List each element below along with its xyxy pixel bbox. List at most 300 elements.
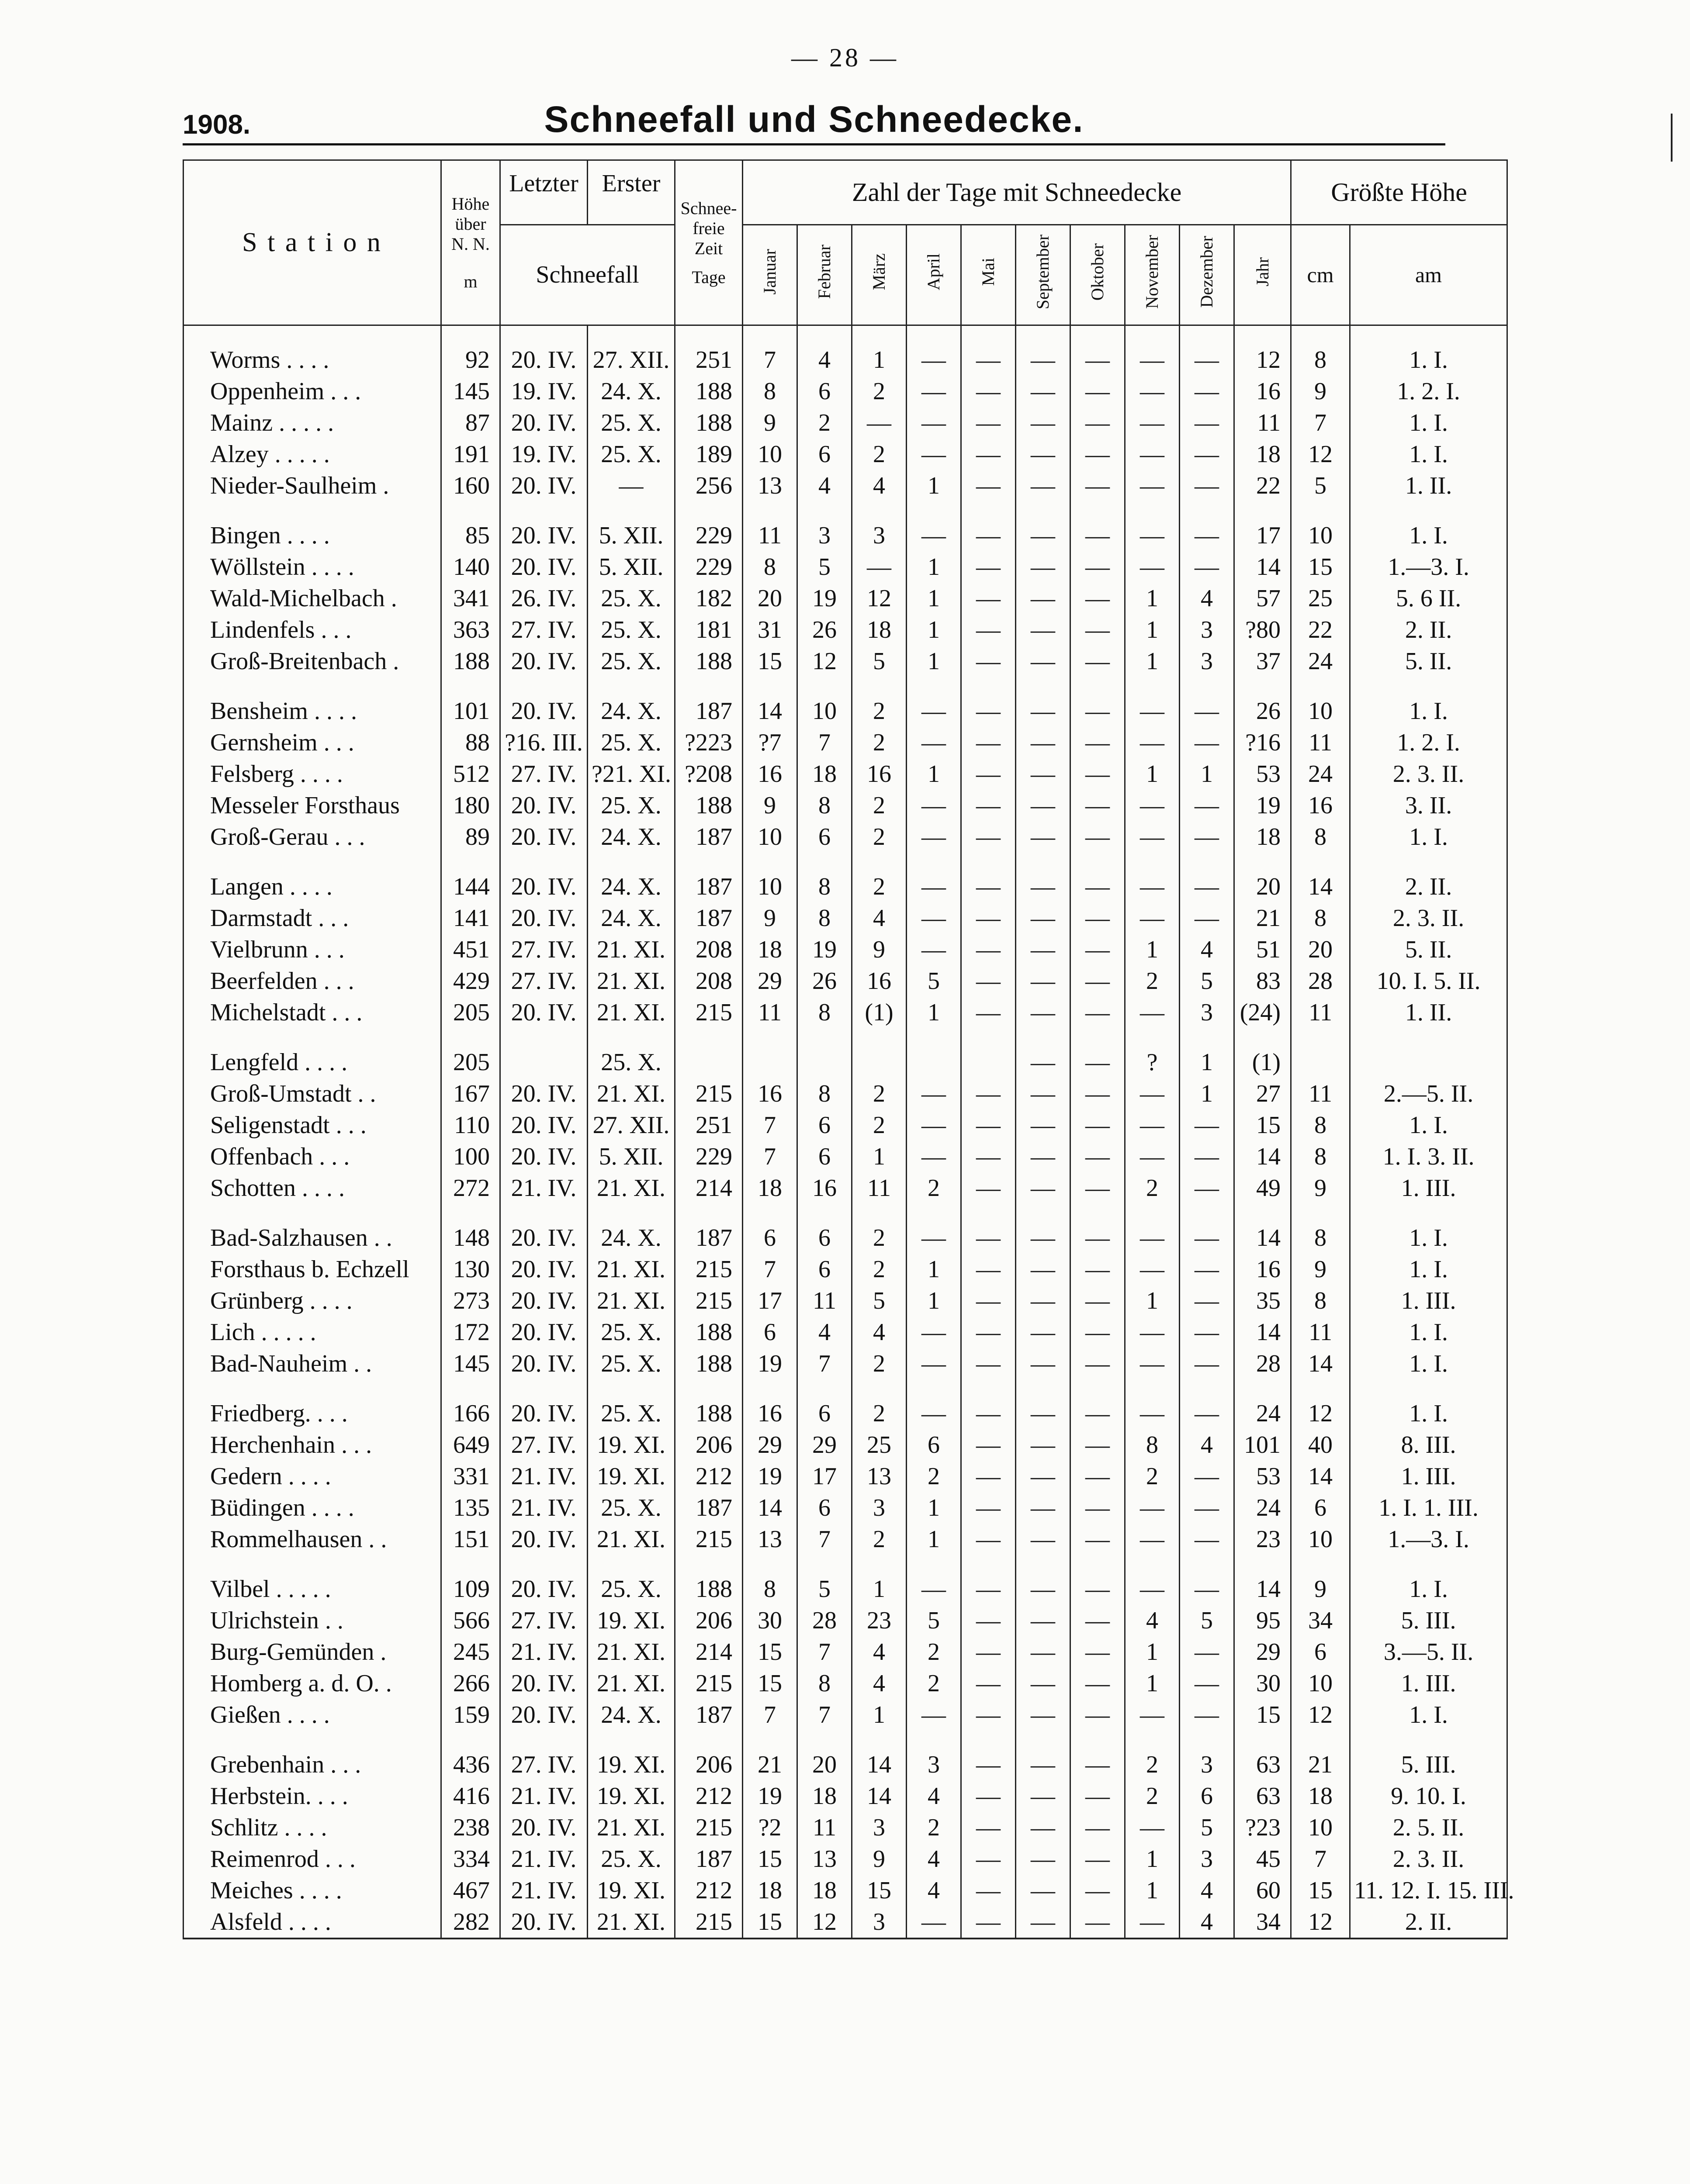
september-cell: — — [1016, 1109, 1070, 1141]
dezember-cell: 3 — [1180, 997, 1234, 1028]
maerz-cell: 9 — [852, 1843, 907, 1875]
november-cell: — — [1125, 1141, 1180, 1172]
groesste-hoehe-am-cell: 3.—5. II. — [1350, 1636, 1507, 1668]
station-header-label: S t a t i o n — [242, 227, 382, 257]
dezember-cell: 1 — [1180, 758, 1234, 790]
station-cell: Oppenheim . . . — [184, 376, 441, 407]
letzter-schneefall-cell: 20. IV. — [500, 871, 588, 902]
letzter-schneefall-cell: 27. IV. — [500, 934, 588, 965]
spacer-cell — [1180, 1379, 1234, 1398]
dezember-cell: — — [1180, 1492, 1234, 1524]
spacer-cell — [1070, 1555, 1125, 1573]
groesste-hoehe-am-cell: 1. I. — [1350, 1699, 1507, 1731]
spacer-cell — [588, 1731, 675, 1749]
september-cell: — — [1016, 1461, 1070, 1492]
maerz-cell: 4 — [852, 1668, 907, 1699]
station-cell: Groß-Gerau . . . — [184, 821, 441, 853]
schneefreie-zeit-cell: 215 — [675, 1078, 743, 1109]
hoehe-cell: 110 — [441, 1109, 500, 1141]
erster-schneefall-cell: 25. X. — [588, 1492, 675, 1524]
maerz-cell: 2 — [852, 1254, 907, 1285]
spacer-cell — [1291, 501, 1350, 520]
februar-cell: 26 — [797, 614, 852, 646]
oktober-cell: — — [1070, 1078, 1125, 1109]
groesste-hoehe-cm-cell: 10 — [1291, 520, 1350, 551]
group-spacer — [184, 1555, 1507, 1573]
mai-cell: — — [961, 1780, 1016, 1812]
table-row — [184, 470, 1507, 501]
table-row — [184, 1141, 1507, 1172]
spacer-cell — [1070, 1731, 1125, 1749]
november-cell: 1 — [1125, 1636, 1180, 1668]
erster-schneefall-cell: — — [588, 470, 675, 501]
oktober-cell: — — [1070, 551, 1125, 583]
spacer-cell — [1234, 677, 1291, 695]
groesste-hoehe-am-cell: 1. I. — [1350, 344, 1507, 376]
letzter-schneefall-cell: 20. IV. — [500, 695, 588, 727]
dezember-cell: — — [1180, 520, 1234, 551]
april-cell: 4 — [907, 1875, 961, 1906]
spacer-cell — [961, 677, 1016, 695]
groesste-hoehe-cm-cell: 11 — [1291, 1317, 1350, 1348]
station-cell: Wöllstein . . . . — [184, 551, 441, 583]
month-november-label: November — [1142, 235, 1162, 309]
april-cell: 1 — [907, 1492, 961, 1524]
januar-cell: 15 — [743, 1636, 797, 1668]
station-cell: Büdingen . . . . — [184, 1492, 441, 1524]
station-cell: Worms . . . . — [184, 344, 441, 376]
spacer-cell — [1016, 853, 1070, 871]
hoehe-cell: 272 — [441, 1172, 500, 1204]
dezember-cell: 4 — [1180, 934, 1234, 965]
letzter-header: Letzter — [500, 160, 588, 225]
maerz-cell: 23 — [852, 1605, 907, 1636]
letzter-schneefall-cell: 20. IV. — [500, 1285, 588, 1317]
station-cell: Herbstein. . . . — [184, 1780, 441, 1812]
spacer-cell — [184, 1028, 441, 1047]
month-januar-label: Januar — [760, 249, 779, 295]
mai-cell: — — [961, 1524, 1016, 1555]
november-cell: — — [1125, 1812, 1180, 1843]
snow-table — [183, 159, 1514, 1939]
erster-schneefall-cell: 25. X. — [588, 407, 675, 439]
september-cell: — — [1016, 1222, 1070, 1254]
spacer-cell — [1016, 677, 1070, 695]
letzter-schneefall-cell: 20. IV. — [500, 1573, 588, 1605]
april-cell: — — [907, 821, 961, 853]
maerz-cell: 4 — [852, 1317, 907, 1348]
jahr-cell: 28 — [1234, 1348, 1291, 1379]
spacer-cell — [1234, 501, 1291, 520]
groesste-hoehe-am-cell: 1. I. — [1350, 1348, 1507, 1379]
hoehe-cell: 145 — [441, 376, 500, 407]
schneefreie-zeit-cell: 215 — [675, 997, 743, 1028]
letzter-schneefall-cell: 27. IV. — [500, 1605, 588, 1636]
hoehe-cell: 334 — [441, 1843, 500, 1875]
januar-cell: 7 — [743, 1141, 797, 1172]
mai-cell: — — [961, 1749, 1016, 1780]
groesste-hoehe-cm-cell: 14 — [1291, 871, 1350, 902]
table-row — [184, 758, 1507, 790]
station-cell: Forsthaus b. Echzell — [184, 1254, 441, 1285]
spacer-cell — [184, 1204, 441, 1222]
april-cell: — — [907, 520, 961, 551]
groesste-hoehe-header: Größte Höhe — [1291, 160, 1507, 225]
jahr-cell: 53 — [1234, 1461, 1291, 1492]
dezember-cell: — — [1180, 407, 1234, 439]
jahr-cell: 51 — [1234, 934, 1291, 965]
dezember-cell: 3 — [1180, 1843, 1234, 1875]
spacer-cell — [441, 1555, 500, 1573]
spacer-cell — [1350, 1204, 1507, 1222]
groesste-hoehe-cm-cell: 20 — [1291, 934, 1350, 965]
februar-cell: 7 — [797, 1348, 852, 1379]
dezember-cell: — — [1180, 695, 1234, 727]
januar-cell: 11 — [743, 520, 797, 551]
spacer-cell — [907, 1379, 961, 1398]
erster-schneefall-cell: 25. X. — [588, 1843, 675, 1875]
spacer-cell — [852, 1555, 907, 1573]
month-jahr — [1234, 225, 1291, 325]
groesste-hoehe-cm-cell: 8 — [1291, 1285, 1350, 1317]
spacer-cell — [500, 501, 588, 520]
table-row — [184, 934, 1507, 965]
november-cell: 1 — [1125, 614, 1180, 646]
februar-cell: 6 — [797, 1254, 852, 1285]
dezember-cell: — — [1180, 1699, 1234, 1731]
station-cell: Seligenstadt . . . — [184, 1109, 441, 1141]
table-row — [184, 1285, 1507, 1317]
maerz-cell: 25 — [852, 1429, 907, 1461]
januar-cell: 10 — [743, 821, 797, 853]
letzter-schneefall-cell: 20. IV. — [500, 1524, 588, 1555]
september-cell: — — [1016, 1398, 1070, 1429]
station-cell: Mainz . . . . . — [184, 407, 441, 439]
schneefreie-zeit-cell: 229 — [675, 520, 743, 551]
spacer-cell — [441, 1028, 500, 1047]
groesste-hoehe-am-cell: 5. II. — [1350, 646, 1507, 677]
februar-cell: 8 — [797, 1668, 852, 1699]
erster-schneefall-cell: 25. X. — [588, 727, 675, 758]
groesste-hoehe-cm-cell: 8 — [1291, 821, 1350, 853]
spacer-cell — [1350, 1379, 1507, 1398]
april-cell: 3 — [907, 1749, 961, 1780]
year-label: 1908. — [183, 110, 251, 140]
station-cell: Herchenhain . . . — [184, 1429, 441, 1461]
februar-cell: 11 — [797, 1285, 852, 1317]
spacer-cell — [743, 1731, 797, 1749]
september-cell: — — [1016, 965, 1070, 997]
spacer-cell — [184, 853, 441, 871]
hoehe-cell: 188 — [441, 646, 500, 677]
september-cell: — — [1016, 1524, 1070, 1555]
januar-cell: 19 — [743, 1348, 797, 1379]
schneefreie-zeit-cell: 214 — [675, 1636, 743, 1668]
april-cell: 1 — [907, 583, 961, 614]
spacer-cell — [852, 677, 907, 695]
groesste-hoehe-cm-cell: 6 — [1291, 1636, 1350, 1668]
schneefreie-zeit-cell: 212 — [675, 1875, 743, 1906]
table-row — [184, 1492, 1507, 1524]
spacer-cell — [441, 853, 500, 871]
spacer-cell — [1070, 1379, 1125, 1398]
februar-cell: 6 — [797, 821, 852, 853]
schneefreie-zeit-cell: 215 — [675, 1524, 743, 1555]
jahr-cell: 27 — [1234, 1078, 1291, 1109]
spacer-cell — [1070, 853, 1125, 871]
letzter-schneefall-cell: 20. IV. — [500, 470, 588, 501]
table-row — [184, 1254, 1507, 1285]
dezember-cell: — — [1180, 1317, 1234, 1348]
september-cell: — — [1016, 1699, 1070, 1731]
november-cell: — — [1125, 1078, 1180, 1109]
mai-cell: — — [961, 965, 1016, 997]
februar-cell: 18 — [797, 758, 852, 790]
station-cell: Lich . . . . . — [184, 1317, 441, 1348]
schneefreie-zeit-cell: 187 — [675, 821, 743, 853]
januar-cell — [743, 1047, 797, 1078]
jahr-cell: 21 — [1234, 902, 1291, 934]
september-cell: — — [1016, 1573, 1070, 1605]
spacer-cell — [852, 1204, 907, 1222]
jahr-cell: 14 — [1234, 1141, 1291, 1172]
groesste-hoehe-am-cell: 1. III. — [1350, 1668, 1507, 1699]
groesste-hoehe-am-cell: 1. I. — [1350, 407, 1507, 439]
jahr-cell: 18 — [1234, 821, 1291, 853]
mai-cell: — — [961, 1429, 1016, 1461]
spacer-cell — [852, 1379, 907, 1398]
november-cell: — — [1125, 376, 1180, 407]
station-cell: Bingen . . . . — [184, 520, 441, 551]
hoehe-cell: 205 — [441, 1047, 500, 1078]
table-row — [184, 695, 1507, 727]
februar-cell: 7 — [797, 1699, 852, 1731]
station-cell: Bad-Nauheim . . — [184, 1348, 441, 1379]
januar-cell: 29 — [743, 965, 797, 997]
oktober-cell: — — [1070, 965, 1125, 997]
november-cell: — — [1125, 1906, 1180, 1939]
spacer-cell — [588, 1379, 675, 1398]
november-cell: 1 — [1125, 583, 1180, 614]
september-cell: — — [1016, 902, 1070, 934]
oktober-cell: — — [1070, 1461, 1125, 1492]
letzter-schneefall-cell: 20. IV. — [500, 551, 588, 583]
erster-schneefall-cell: 21. XI. — [588, 1285, 675, 1317]
letzter-schneefall-cell: 21. IV. — [500, 1843, 588, 1875]
maerz-cell: 2 — [852, 439, 907, 470]
september-cell: — — [1016, 439, 1070, 470]
letzter-schneefall-cell: 20. IV. — [500, 902, 588, 934]
september-cell: — — [1016, 695, 1070, 727]
januar-cell: 16 — [743, 1398, 797, 1429]
september-cell: — — [1016, 1843, 1070, 1875]
schneefreie-zeit-cell: 206 — [675, 1429, 743, 1461]
november-cell: 1 — [1125, 1285, 1180, 1317]
maerz-cell: 2 — [852, 1109, 907, 1141]
schneefreie-zeit-cell: ?208 — [675, 758, 743, 790]
groesste-hoehe-cm-cell: 28 — [1291, 965, 1350, 997]
oktober-cell: — — [1070, 1348, 1125, 1379]
mai-cell: — — [961, 997, 1016, 1028]
jahr-cell: 15 — [1234, 1109, 1291, 1141]
maerz-cell: 2 — [852, 727, 907, 758]
mai-cell: — — [961, 407, 1016, 439]
erster-schneefall-cell: 21. XI. — [588, 1172, 675, 1204]
month-september — [1016, 225, 1070, 325]
month-dezember-label: Dezember — [1197, 236, 1216, 308]
april-cell: 1 — [907, 470, 961, 501]
dezember-cell: 4 — [1180, 1906, 1234, 1939]
spacer-cell — [441, 1204, 500, 1222]
schneefreie-zeit-cell: 215 — [675, 1254, 743, 1285]
april-cell: — — [907, 902, 961, 934]
table-row — [184, 520, 1507, 551]
spacer-cell — [1291, 1555, 1350, 1573]
letzter-schneefall-cell: 26. IV. — [500, 583, 588, 614]
groesste-hoehe-am-cell: 3. II. — [1350, 790, 1507, 821]
november-cell: 4 — [1125, 1605, 1180, 1636]
dezember-cell: — — [1180, 871, 1234, 902]
groesste-hoehe-cm-cell: 11 — [1291, 997, 1350, 1028]
spacer-cell — [743, 1204, 797, 1222]
groesste-hoehe-cm-cell: 34 — [1291, 1605, 1350, 1636]
mai-cell: — — [961, 821, 1016, 853]
maerz-cell: 2 — [852, 695, 907, 727]
letzter-schneefall-cell: 19. IV. — [500, 439, 588, 470]
dezember-cell: — — [1180, 1668, 1234, 1699]
mai-cell: — — [961, 1605, 1016, 1636]
dezember-cell: — — [1180, 1636, 1234, 1668]
mai-cell: — — [961, 551, 1016, 583]
oktober-cell: — — [1070, 583, 1125, 614]
hoehe-line-4: m — [464, 271, 478, 291]
november-cell: — — [1125, 821, 1180, 853]
september-cell: — — [1016, 1172, 1070, 1204]
hoehe-cell: 167 — [441, 1078, 500, 1109]
spacer-cell — [1234, 1731, 1291, 1749]
letzter-schneefall-cell: 20. IV. — [500, 997, 588, 1028]
letzter-schneefall-cell: 21. IV. — [500, 1636, 588, 1668]
spacer-cell — [500, 1379, 588, 1398]
november-cell: — — [1125, 407, 1180, 439]
april-cell: 1 — [907, 646, 961, 677]
hoehe-cell: 191 — [441, 439, 500, 470]
schneefreie-zeit-cell: 251 — [675, 1109, 743, 1141]
november-cell: — — [1125, 470, 1180, 501]
mai-cell: — — [961, 439, 1016, 470]
table-row — [184, 1573, 1507, 1605]
februar-cell: 7 — [797, 1636, 852, 1668]
april-cell: 2 — [907, 1668, 961, 1699]
letzter-schneefall-cell: 20. IV. — [500, 821, 588, 853]
hoehe-cell: 148 — [441, 1222, 500, 1254]
hoehe-cell: 135 — [441, 1492, 500, 1524]
september-cell: — — [1016, 934, 1070, 965]
erster-schneefall-cell: 21. XI. — [588, 1524, 675, 1555]
hoehe-cell: 141 — [441, 902, 500, 934]
table-row — [184, 1317, 1507, 1348]
januar-cell: 20 — [743, 583, 797, 614]
schneefreie-zeit-cell: 206 — [675, 1749, 743, 1780]
groesste-hoehe-am-cell: 5. III. — [1350, 1749, 1507, 1780]
dezember-cell: 5 — [1180, 1812, 1234, 1843]
dezember-cell: 4 — [1180, 1875, 1234, 1906]
spacer-cell — [675, 1731, 743, 1749]
spacer-cell — [1234, 853, 1291, 871]
november-cell: — — [1125, 871, 1180, 902]
maerz-cell: 2 — [852, 871, 907, 902]
schneefreie-zeit-cell: 187 — [675, 695, 743, 727]
januar-cell: 7 — [743, 1254, 797, 1285]
table-row — [184, 1429, 1507, 1461]
hoehe-cell: 130 — [441, 1254, 500, 1285]
groesste-hoehe-am-cell: 1. I. — [1350, 520, 1507, 551]
spacer-cell — [1234, 1379, 1291, 1398]
spacer-cell — [1350, 325, 1507, 345]
april-cell: — — [907, 439, 961, 470]
maerz-cell: 1 — [852, 344, 907, 376]
letzter-schneefall-cell: ?16. III. — [500, 727, 588, 758]
mai-cell: — — [961, 1109, 1016, 1141]
januar-cell: 8 — [743, 376, 797, 407]
spacer-cell — [1016, 325, 1070, 345]
februar-cell: 6 — [797, 376, 852, 407]
spacer-cell — [1016, 1731, 1070, 1749]
februar-cell: 16 — [797, 1172, 852, 1204]
november-cell: — — [1125, 1348, 1180, 1379]
maerz-cell: 2 — [852, 1078, 907, 1109]
maerz-cell: 16 — [852, 758, 907, 790]
jahr-cell: ?23 — [1234, 1812, 1291, 1843]
spacer-cell — [1234, 1028, 1291, 1047]
oktober-cell: — — [1070, 407, 1125, 439]
januar-cell: 6 — [743, 1222, 797, 1254]
station-cell: Michelstadt . . . — [184, 997, 441, 1028]
jahr-cell: 63 — [1234, 1749, 1291, 1780]
month-april-label: April — [924, 253, 943, 290]
spacer-cell — [797, 1204, 852, 1222]
april-cell: — — [907, 407, 961, 439]
spacer-cell — [500, 677, 588, 695]
januar-cell: 13 — [743, 470, 797, 501]
spacer-cell — [675, 677, 743, 695]
november-cell: — — [1125, 1492, 1180, 1524]
maerz-cell: 11 — [852, 1172, 907, 1204]
september-cell: — — [1016, 614, 1070, 646]
hoehe-cell: 140 — [441, 551, 500, 583]
mai-cell: — — [961, 790, 1016, 821]
maerz-cell: 2 — [852, 1398, 907, 1429]
november-cell: 2 — [1125, 1780, 1180, 1812]
erster-schneefall-cell: 24. X. — [588, 871, 675, 902]
station-cell: Nieder-Saulheim . — [184, 470, 441, 501]
jahr-cell: (1) — [1234, 1047, 1291, 1078]
september-cell: — — [1016, 1317, 1070, 1348]
cm-header: cm — [1291, 225, 1350, 325]
spacer-cell — [675, 501, 743, 520]
jahr-cell: 16 — [1234, 1254, 1291, 1285]
april-cell: — — [907, 1317, 961, 1348]
september-cell: — — [1016, 790, 1070, 821]
groesste-hoehe-cm-cell: 10 — [1291, 1524, 1350, 1555]
spacer-cell — [1180, 325, 1234, 345]
erster-schneefall-cell: 25. X. — [588, 1047, 675, 1078]
april-cell: 2 — [907, 1461, 961, 1492]
groesste-hoehe-cm-cell: 12 — [1291, 1398, 1350, 1429]
jahr-cell: 18 — [1234, 439, 1291, 470]
jahr-cell: (24) — [1234, 997, 1291, 1028]
schneefreie-zeit-cell: 188 — [675, 1348, 743, 1379]
